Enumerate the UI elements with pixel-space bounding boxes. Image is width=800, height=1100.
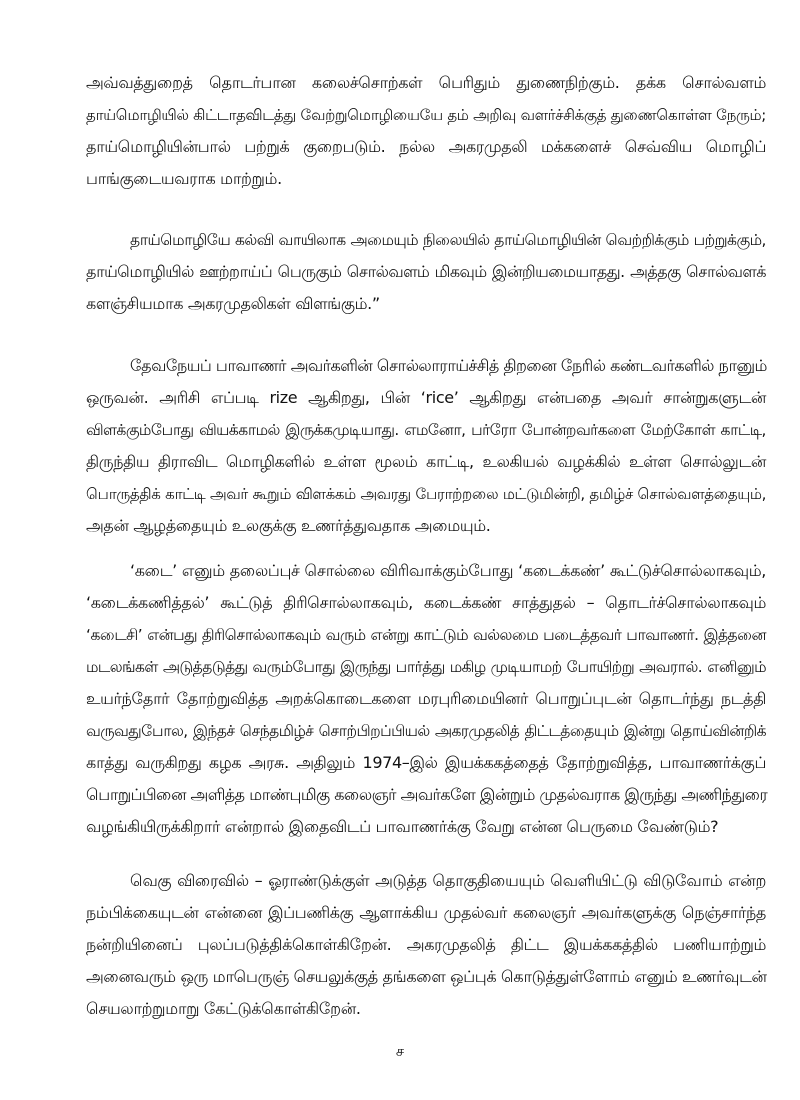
text-line: நன்றியினைப் புலப்படுத்திக்கொள்கிறேன். அகரமுதலித் திட்ட இயக்ககத்தில் பணியாற்றும்	[86, 935, 766, 954]
text-line: நம்பிக்கையுடன் என்னை இப்பணிக்கு ஆளாக்கிய முதல்வர் கலைஞர் அவர்களுக்கு நெஞ்சார்ந்த	[86, 903, 766, 922]
text-line: பொறுப்பினை அளித்த மாண்புமிகு கலைஞர் அவர்களே இன்றும் முதல்வராக இருந்து அணிந்துரை	[86, 785, 768, 804]
text-line: அனைவரும் ஒரு மாபெருஞ் செயலுக்குத் தங்களை ஒப்புக் கொடுத்துள்ளோம் எனும் உணர்வுடன்	[86, 967, 767, 986]
text-line: தாய்மொழியில் ஊற்றாய்ப் பெருகும் சொல்வளம் மிகவும் இன்றியமையாதது. அத்தகு சொல்வளக்	[86, 262, 766, 281]
text-line: விளக்கும்போது வியக்காமல் இருக்கமுடியாது. எமனோ, பர்ரோ போன்றவர்களை மேற்கோள் காட்டி,	[86, 421, 766, 439]
text-line: ஒருவன். அரிசி எப்படி rize ஆகிறது, பின் ‘rice’ ஆகிறது என்பதை அவர் சான்றுகளுடன்	[86, 388, 766, 407]
text-line: தாய்மொழியில் கிட்டாதவிடத்து வேற்றுமொழியையே தம் அறிவு வளர்ச்சிக்குத் துணைகொள்ள நேரும்;	[86, 106, 766, 124]
text-line: தாய்மொழியே கல்வி வாயிலாக அமையும் நிலையில் தாய்மொழியின் வெற்றிக்கும் பற்றுக்கும்,	[130, 231, 766, 249]
text-line: அவ்வத்துறைத் தொடர்பான கலைச்சொற்கள் பெரிதும் துணைநிற்கும். தக்க சொல்வளம்	[86, 73, 766, 92]
text-line: வெகு விரைவில் – ஓராண்டுக்குள் அடுத்த தொகுதியையும் வெளியிட்டு விடுவோம் என்ற	[130, 871, 766, 890]
page-number: ச	[395, 1042, 405, 1060]
text-line: களஞ்சியமாக அகரமுதலிகள் விளங்கும்.”	[86, 294, 380, 313]
text-line: மடலங்கள் அடுத்தடுத்து வரும்போது இருந்து பார்த்து மகிழ முடியாமற் போயிற்று அவரால். எனினும்	[86, 658, 766, 676]
text-line: பாங்குடையவராக மாற்றும்.	[86, 169, 282, 188]
text-line: வருவதுபோல, இந்தச் செந்தமிழ்ச் சொற்பிறப்பியல் அகரமுதலித் திட்டத்தையும் இன்று தொய்வின்றிக்	[86, 722, 766, 740]
text-line: ‘கடைக்கணித்தல்’ கூட்டுத் திரிசொல்லாகவும், கடைக்கண் சாத்துதல் – தொடர்ச்சொல்லாகவும்	[86, 593, 766, 612]
text-line: வழங்கியிருக்கிறார் என்றால் இதைவிடப் பாவாணர்க்கு வேறு என்ன பெருமை வேண்டும்?	[86, 817, 719, 836]
text-line: ‘கடை’ எனும் தலைப்புச் சொல்லை விரிவாக்கும்போது ‘கடைக்கண்’ கூட்டுச்சொல்லாகவும்,	[130, 561, 766, 580]
text-line: ‘கடைசி’ என்பது திரிசொல்லாகவும் வரும் என்று காட்டும் வல்லமை படைத்தவர் பாவாணர். இத்தனை	[86, 626, 766, 644]
text-line: தேவநேயப் பாவாணர் அவர்களின் சொல்லாராய்ச்சித் திறனை நேரில் கண்டவர்களில் நானும்	[130, 356, 767, 375]
text-line: உயர்ந்தோர் தோற்றுவித்த அறக்கொடைகளை மரபுரிமையினர் பொறுப்புடன் தொடர்ந்து நடத்தி	[86, 689, 766, 708]
text-line: திருந்திய திராவிட மொழிகளில் உள்ள மூலம் காட்டி, உலகியல் வழக்கில் உள்ள சொல்லுடன்	[86, 452, 766, 471]
text-line: செயலாற்றுமாறு கேட்டுக்கொள்கிறேன்.	[86, 999, 361, 1018]
text-line: காத்து வருகிறது கழக அரசு. அதிலும் 1974–இல் இயக்ககத்தைத் தோற்றுவித்த, பாவாணர்க்குப்	[86, 753, 766, 772]
text-line: பொருத்திக் காட்டி அவர் கூறும் விளக்கம் அவரது பேராற்றலை மட்டுமின்றி, தமிழ்ச் சொல்வளத்தையும்,	[86, 485, 766, 503]
text-line: அதன் ஆழத்தையும் உலகுக்கு உணர்த்துவதாக அமையும்.	[86, 516, 491, 535]
text-line: தாய்மொழியின்பால் பற்றுக் குறைபடும். நல்ல அகரமுதலி மக்களைச் செவ்விய மொழிப்	[86, 137, 766, 156]
